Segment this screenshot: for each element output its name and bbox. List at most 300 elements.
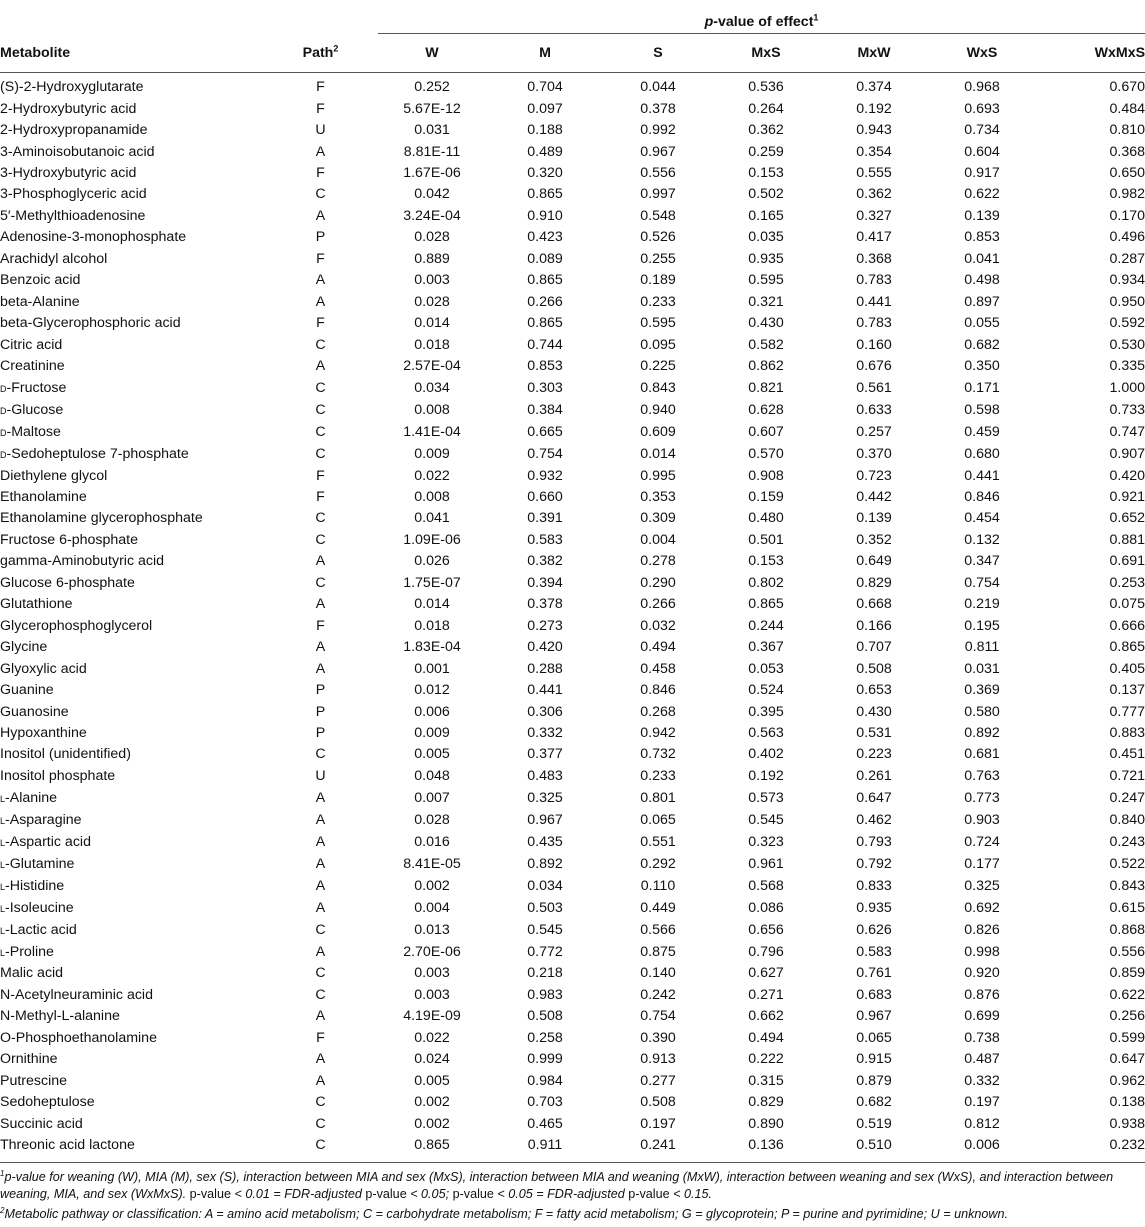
- p-value-cell: 0.983: [527, 986, 563, 1003]
- metabolite-name: (S)-2-Hydroxyglutarate: [0, 79, 144, 96]
- p-value-cell: 0.002: [414, 1094, 450, 1111]
- p-value-cell: 0.008: [414, 489, 450, 506]
- p-value-cell: 0.009: [414, 445, 450, 462]
- path-cell: U: [315, 767, 326, 784]
- table-body: [0, 73, 1145, 1163]
- p-value-cell: 0.384: [527, 401, 563, 418]
- p-value-cell: 0.703: [527, 1094, 563, 1111]
- table-row: [0, 941, 1145, 963]
- p-value-cell: 0.441: [856, 293, 892, 310]
- p-value-cell: 0.459: [964, 423, 1000, 440]
- p-value-cell: 0.622: [1109, 986, 1145, 1003]
- p-value-cell: 0.065: [640, 811, 676, 828]
- p-value-cell: 0.676: [856, 358, 892, 375]
- metabolite-name: gamma-Aminobutyric acid: [0, 553, 165, 570]
- p-value-cell: 0.430: [856, 703, 892, 720]
- metabolite-name-cell: [0, 1006, 263, 1027]
- p-value-cell: 0.368: [1109, 143, 1145, 160]
- p-value-cell: 0.599: [1109, 1029, 1145, 1046]
- p-value-cell: 0.583: [527, 531, 563, 548]
- metabolite-name: Ethanolamine glycerophosphate: [0, 510, 203, 527]
- p-value-cell: 0.915: [856, 1051, 892, 1068]
- p-value-cell: 0.853: [964, 229, 1000, 246]
- table-row: [0, 963, 1145, 984]
- p-value-cell: 0.195: [964, 617, 1000, 634]
- metabolite-name-cell: [0, 766, 263, 787]
- p-value-cell: 0.323: [748, 833, 784, 850]
- p-value-cell: 0.405: [1109, 660, 1145, 677]
- p-value-cell: 0.662: [748, 1008, 784, 1025]
- table-row: [0, 744, 1145, 765]
- p-value-cell: 0.044: [640, 79, 676, 96]
- stereo-prefix: d: [0, 446, 7, 462]
- p-value-cell: 0.650: [1109, 165, 1145, 182]
- metabolite-name-cell: [0, 1113, 263, 1134]
- p-value-cell: 0.934: [1109, 272, 1145, 289]
- p-value-cell: 0.075: [1109, 596, 1145, 613]
- p-value-cell: 0.253: [1109, 574, 1145, 591]
- p-value-cell: 0.561: [856, 379, 892, 396]
- p-value-cell: 0.840: [1109, 811, 1145, 828]
- metabolite-name: -Histidine: [5, 878, 65, 895]
- p-value-cell: 0.378: [640, 100, 676, 117]
- p-value-cell: 0.843: [640, 379, 676, 396]
- p-value-cell: 0.833: [856, 877, 892, 894]
- p-value-cell: 0.252: [414, 79, 450, 96]
- p-value-cell: 0.998: [964, 943, 1000, 960]
- metabolite-name: -Maltose: [6, 424, 61, 441]
- p-value-cell: 0.868: [1109, 921, 1145, 938]
- p-value-cell: 0.028: [414, 293, 450, 310]
- metabolite-name-cell: [0, 377, 263, 399]
- path-cell: A: [315, 1008, 326, 1025]
- p-value-cell: 0.962: [1109, 1072, 1145, 1089]
- p-value-cell: 0.732: [640, 746, 676, 763]
- p-value-cell: 0.721: [1109, 767, 1145, 784]
- p-value-cell: 0.917: [964, 165, 1000, 182]
- p-value-cell: 0.325: [964, 877, 1000, 894]
- metabolite-name-cell: [0, 487, 263, 508]
- p-value-cell: 4.19E-09: [403, 1008, 461, 1025]
- p-value-cell: 0.892: [527, 855, 563, 872]
- metabolite-name-cell: [0, 637, 263, 658]
- p-value-cell: 0.508: [856, 660, 892, 677]
- p-value-cell: 0.171: [964, 379, 1000, 396]
- p-value-cell: 0.984: [527, 1072, 563, 1089]
- p-value-cell: 1.75E-07: [403, 574, 461, 591]
- p-value-cell: 0.441: [964, 467, 1000, 484]
- p-value-cell: 0.014: [414, 596, 450, 613]
- stereo-prefix: l: [0, 944, 6, 960]
- p-value-cell: 0.022: [414, 1029, 450, 1046]
- metabolite-name-cell: [0, 227, 263, 248]
- p-value-cell: 0.005: [414, 746, 450, 763]
- metabolite-name-cell: [0, 787, 263, 809]
- metabolite-name: Arachidyl alcohol: [0, 250, 108, 267]
- metabolite-name: Ornithine: [0, 1051, 58, 1068]
- p-value-cell: 0.628: [748, 401, 784, 418]
- stereo-prefix: l: [0, 834, 6, 850]
- p-value-cell: 0.699: [964, 1008, 1000, 1025]
- path-cell: F: [316, 79, 325, 96]
- metabolite-name: Inositol (unidentified): [0, 746, 131, 763]
- p-value-cell: 0.890: [748, 1115, 784, 1132]
- col-header-wxs: WxS: [928, 34, 1036, 73]
- metabolite-name-cell: [0, 292, 263, 313]
- metabolite-name-cell: [0, 1049, 263, 1070]
- metabolite-name-cell: [0, 163, 263, 184]
- metabolite-name-cell: [0, 98, 263, 119]
- metabolite-name-cell: [0, 270, 263, 291]
- p-value-cell: 0.095: [640, 336, 676, 353]
- metabolite-name: Benzoic acid: [0, 272, 81, 289]
- path-cell: P: [315, 229, 326, 246]
- table-row: [0, 465, 1145, 486]
- metabolite-name: Malic acid: [0, 965, 64, 982]
- p-value-cell: 0.028: [414, 229, 450, 246]
- p-value-cell: 0.682: [856, 1094, 892, 1111]
- p-value-cell: 0.016: [414, 833, 450, 850]
- p-value-cell: 0.853: [527, 358, 563, 375]
- p-value-cell: 0.153: [748, 553, 784, 570]
- metabolite-name-cell: [0, 594, 263, 615]
- p-value-cell: 0.982: [1109, 186, 1145, 203]
- col-header-wxmxs: WxMxS: [1036, 34, 1145, 73]
- metabolite-name: -Aspartic acid: [5, 834, 91, 851]
- p-value-cell: 0.865: [748, 596, 784, 613]
- p-value-cell: 0.012: [414, 682, 450, 699]
- p-value-cell: 0.773: [964, 789, 1000, 806]
- p-value-group-header: p-value of effect$^1$: [378, 0, 1145, 34]
- metabolite-name-cell: [0, 184, 263, 205]
- metabolite-name: Adenosine-3-monophosphate: [0, 229, 187, 246]
- metabolite-name: Glucose 6-phosphate: [0, 574, 135, 591]
- table-row: [0, 356, 1145, 377]
- p-value-cell: 0.258: [527, 1029, 563, 1046]
- p-value-cell: 0.498: [964, 272, 1000, 289]
- metabolite-name-cell: [0, 443, 263, 465]
- metabolite-name-cell: [0, 508, 263, 529]
- p-value-cell: 0.382: [527, 553, 563, 570]
- table-row: [0, 292, 1145, 313]
- table-row: [0, 985, 1145, 1006]
- stereo-prefix: l: [0, 878, 6, 894]
- metabolite-name-cell: [0, 1092, 263, 1113]
- table-row: [0, 334, 1145, 355]
- p-value-cell: 0.354: [856, 143, 892, 160]
- p-value-cell: 0.332: [964, 1072, 1000, 1089]
- p-value-cell: 0.921: [1109, 489, 1145, 506]
- metabolite-name: beta-Glycerophosphoric acid: [0, 315, 181, 332]
- p-value-cell: 0.875: [640, 943, 676, 960]
- p-value-cell: 0.508: [640, 1094, 676, 1111]
- p-value-cell: 0.496: [1109, 229, 1145, 246]
- metabolite-name-cell: [0, 875, 263, 897]
- p-value-cell: 0.920: [964, 965, 1000, 982]
- p-value-cell: 3.24E-04: [403, 207, 461, 224]
- p-value-cell: 0.035: [748, 229, 784, 246]
- table-row: [0, 658, 1145, 679]
- p-value-cell: 0.153: [748, 165, 784, 182]
- p-value-cell: 0.653: [856, 682, 892, 699]
- p-value-cell: 1.09E-06: [403, 531, 461, 548]
- stereo-prefix: d: [0, 402, 7, 418]
- metabolite-name: Succinic acid: [0, 1115, 83, 1132]
- metabolite-name: -Proline: [5, 944, 54, 961]
- p-value-cell: 0.754: [527, 445, 563, 462]
- table-row: [0, 120, 1145, 141]
- metabolite-name-cell: [0, 853, 263, 875]
- p-value-cell: 0.032: [640, 617, 676, 634]
- metabolite-name-cell: [0, 809, 263, 831]
- p-value-cell: 0.003: [414, 965, 450, 982]
- p-value-cell: 0.999: [527, 1051, 563, 1068]
- p-value-cell: 0.041: [964, 250, 1000, 267]
- p-value-cell: 0.139: [856, 510, 892, 527]
- p-value-cell: 0.846: [964, 489, 1000, 506]
- p-value-cell: 0.402: [748, 746, 784, 763]
- p-value-cell: 0.633: [856, 401, 892, 418]
- p-value-cell: 0.458: [640, 660, 676, 677]
- stereo-prefix: l: [0, 922, 6, 938]
- p-value-cell: 0.566: [640, 921, 676, 938]
- p-value-cell: 0.014: [414, 315, 450, 332]
- p-value-cell: 0.465: [527, 1115, 563, 1132]
- p-value-cell: 0.034: [414, 379, 450, 396]
- metabolite-name: 3-Phosphoglyceric acid: [0, 186, 147, 203]
- metabolite-name-cell: [0, 658, 263, 679]
- p-value-cell: 0.487: [964, 1051, 1000, 1068]
- p-value-cell: 0.531: [856, 725, 892, 741]
- p-value-cell: 0.879: [856, 1072, 892, 1089]
- p-value-cell: 0.350: [964, 358, 1000, 375]
- p-value-cell: 0.332: [527, 725, 563, 741]
- metabolite-name: -Isoleucine: [5, 900, 74, 917]
- table-row: [0, 270, 1145, 291]
- p-value-cell: 0.042: [414, 186, 450, 203]
- p-value-cell: 0.907: [1109, 445, 1145, 462]
- p-value-cell: 0.031: [964, 660, 1000, 677]
- p-value-cell: 0.501: [748, 531, 784, 548]
- p-value-cell: 0.449: [640, 899, 676, 916]
- p-value-cell: 0.652: [1109, 510, 1145, 527]
- table-row: [0, 163, 1145, 184]
- p-value-cell: 0.264: [748, 100, 784, 117]
- p-value-cell: 0.053: [748, 660, 784, 677]
- p-value-cell: 0.992: [640, 122, 676, 139]
- metabolite-name: -Alanine: [5, 790, 58, 807]
- p-value-cell: 0.420: [1109, 467, 1145, 484]
- metabolite-name-cell: [0, 897, 263, 919]
- p-value-cell: 0.932: [527, 467, 563, 484]
- path-cell: A: [315, 1051, 326, 1068]
- p-value-cell: 0.192: [856, 100, 892, 117]
- p-value-cell: 0.683: [856, 986, 892, 1003]
- metabolite-name: -Asparagine: [5, 812, 82, 829]
- metabolite-name-cell: [0, 919, 263, 941]
- p-value-cell: 0.793: [856, 833, 892, 850]
- p-value-cell: 0.668: [856, 596, 892, 613]
- p-value-cell: 0.244: [748, 617, 784, 634]
- path-cell: A: [315, 358, 326, 375]
- metabolite-name-cell: [0, 963, 263, 984]
- p-value-cell: 0.545: [748, 811, 784, 828]
- p-value-cell: 0.582: [748, 336, 784, 353]
- table-row: [0, 1092, 1145, 1113]
- p-value-cell: 0.551: [640, 833, 676, 850]
- p-value-cell: 0.242: [640, 986, 676, 1003]
- p-value-cell: 0.908: [748, 467, 784, 484]
- p-value-cell: 0.370: [856, 445, 892, 462]
- metabolite-name-cell: [0, 551, 263, 572]
- metabolite-name-cell: [0, 249, 263, 270]
- p-value-cell: 0.622: [964, 186, 1000, 203]
- p-value-cell: 0.733: [1109, 401, 1145, 418]
- p-value-cell: 0.420: [527, 639, 563, 656]
- p-value-cell: 8.41E-05: [403, 855, 461, 872]
- p-value-cell: 0.026: [414, 553, 450, 570]
- p-value-cell: 0.666: [1109, 617, 1145, 634]
- col-header-m: M: [486, 34, 604, 73]
- p-value-cell: 0.288: [527, 660, 563, 677]
- p-value-cell: 0.935: [748, 250, 784, 267]
- path-cell: P: [315, 725, 326, 741]
- table-row: [0, 1006, 1145, 1027]
- p-value-cell: 0.480: [748, 510, 784, 527]
- p-value-cell: 0.327: [856, 207, 892, 224]
- path-cell: A: [315, 1072, 326, 1089]
- p-value-cell: 0.268: [640, 703, 676, 720]
- p-value-cell: 0.821: [748, 379, 784, 396]
- p-value-cell: 0.942: [640, 725, 676, 741]
- p-value-cell: 0.609: [640, 423, 676, 440]
- table-row: [0, 421, 1145, 443]
- p-value-cell: 0.910: [527, 207, 563, 224]
- p-value-cell: 0.604: [964, 143, 1000, 160]
- p-value-cell: 0.802: [748, 574, 784, 591]
- p-value-cell: 0.763: [964, 767, 1000, 784]
- p-value-cell: 1.67E-06: [403, 165, 461, 182]
- p-value-cell: 0.247: [1109, 789, 1145, 806]
- metabolite-name: Ethanolamine: [0, 489, 87, 506]
- p-value-cell: 0.192: [748, 767, 784, 784]
- path-cell: A: [315, 855, 326, 872]
- p-value-cell: 0.691: [1109, 553, 1145, 570]
- metabolite-name: -Sedoheptulose 7-phosphate: [6, 446, 189, 463]
- metabolite-name: -Glutamine: [5, 856, 75, 873]
- metabolite-name-cell: [0, 313, 263, 334]
- p-value-cell: 0.682: [964, 336, 1000, 353]
- p-value-cell: 0.002: [414, 1115, 450, 1132]
- p-value-cell: 2.57E-04: [403, 358, 461, 375]
- metabolite-name-cell: [0, 1070, 263, 1091]
- p-value-cell: 0.219: [964, 596, 1000, 613]
- p-value-cell: 0.013: [414, 921, 450, 938]
- p-value-cell: 0.391: [527, 510, 563, 527]
- metabolite-name: Diethylene glycol: [0, 467, 108, 484]
- metabolite-name-cell: [0, 941, 263, 963]
- p-value-cell: 0.259: [748, 143, 784, 160]
- p-value-cell: 0.783: [856, 315, 892, 332]
- p-value-cell: 0.003: [414, 986, 450, 1003]
- path-cell: F: [316, 165, 325, 182]
- p-value-cell: 0.136: [712, 1135, 820, 1163]
- metabolite-name: Glyoxylic acid: [0, 660, 87, 677]
- table-row: [0, 530, 1145, 551]
- p-value-cell: 0.526: [640, 229, 676, 246]
- p-value-cell: 0.660: [527, 489, 563, 506]
- path-cell: C: [315, 445, 326, 462]
- p-value-cell: 0.225: [640, 358, 676, 375]
- metabolite-name: -Glucose: [6, 402, 64, 419]
- p-value-cell: 0.744: [527, 336, 563, 353]
- p-value-cell: 0.826: [964, 921, 1000, 938]
- p-value-cell: 0.734: [964, 122, 1000, 139]
- p-value-cell: 0.548: [640, 207, 676, 224]
- p-value-cell: 0.681: [964, 746, 1000, 763]
- p-value-cell: 0.014: [640, 445, 676, 462]
- p-value-cell: 0.395: [748, 703, 784, 720]
- p-value-cell: 0.943: [856, 122, 892, 139]
- p-value-cell: 0.524: [748, 682, 784, 699]
- path-cell: C: [263, 1135, 378, 1163]
- p-value-cell: 0.680: [964, 445, 1000, 462]
- p-value-cell: 0.160: [856, 336, 892, 353]
- metabolite-name-cell: [0, 1135, 263, 1163]
- path-cell: C: [315, 1115, 326, 1132]
- p-value-cell: 0.626: [856, 921, 892, 938]
- p-value-cell: 0.859: [1109, 965, 1145, 982]
- p-value-cell: 0.522: [1109, 855, 1145, 872]
- p-value-cell: 0.006: [414, 703, 450, 720]
- p-value-cell: 0.580: [964, 703, 1000, 720]
- table-row: [0, 141, 1145, 162]
- p-value-cell: 0.454: [964, 510, 1000, 527]
- p-value-cell: 0.508: [527, 1008, 563, 1025]
- metabolite-name: Glycine: [0, 639, 48, 656]
- p-value-cell: 0.829: [856, 574, 892, 591]
- p-value-cell: 0.233: [640, 767, 676, 784]
- path-cell: A: [315, 553, 326, 570]
- path-cell: A: [315, 877, 326, 894]
- path-cell: F: [316, 617, 325, 634]
- p-value-cell: 0.041: [414, 510, 450, 527]
- metabolite-name-cell: [0, 573, 263, 594]
- p-value-cell: 0.615: [1109, 899, 1145, 916]
- p-value-cell: 0.573: [748, 789, 784, 806]
- p-value-cell: 0.273: [527, 617, 563, 634]
- p-value-cell: 0.568: [748, 877, 784, 894]
- p-value-cell: 0.309: [640, 510, 676, 527]
- p-value-cell: 0.792: [856, 855, 892, 872]
- p-value-cell: 0.903: [964, 811, 1000, 828]
- table-row: [0, 551, 1145, 572]
- p-value-cell: 0.378: [527, 596, 563, 613]
- p-value-cell: 0.883: [1109, 725, 1145, 741]
- p-value-cell: 0.086: [748, 899, 784, 916]
- p-value-cell: 0.232: [1036, 1135, 1145, 1163]
- p-value-cell: 0.292: [640, 855, 676, 872]
- col-header-metabolite: Metabolite: [0, 34, 263, 73]
- p-value-cell: 0.876: [964, 986, 1000, 1003]
- p-value-cell: 0.665: [527, 423, 563, 440]
- metabolite-name: N-Methyl-L-alanine: [0, 1008, 120, 1025]
- p-value-cell: 0.892: [964, 725, 1000, 741]
- metabolite-name-cell: [0, 399, 263, 421]
- p-value-cell: 0.865: [527, 315, 563, 332]
- p-value-cell: 0.137: [1109, 682, 1145, 699]
- table-row: [0, 701, 1145, 722]
